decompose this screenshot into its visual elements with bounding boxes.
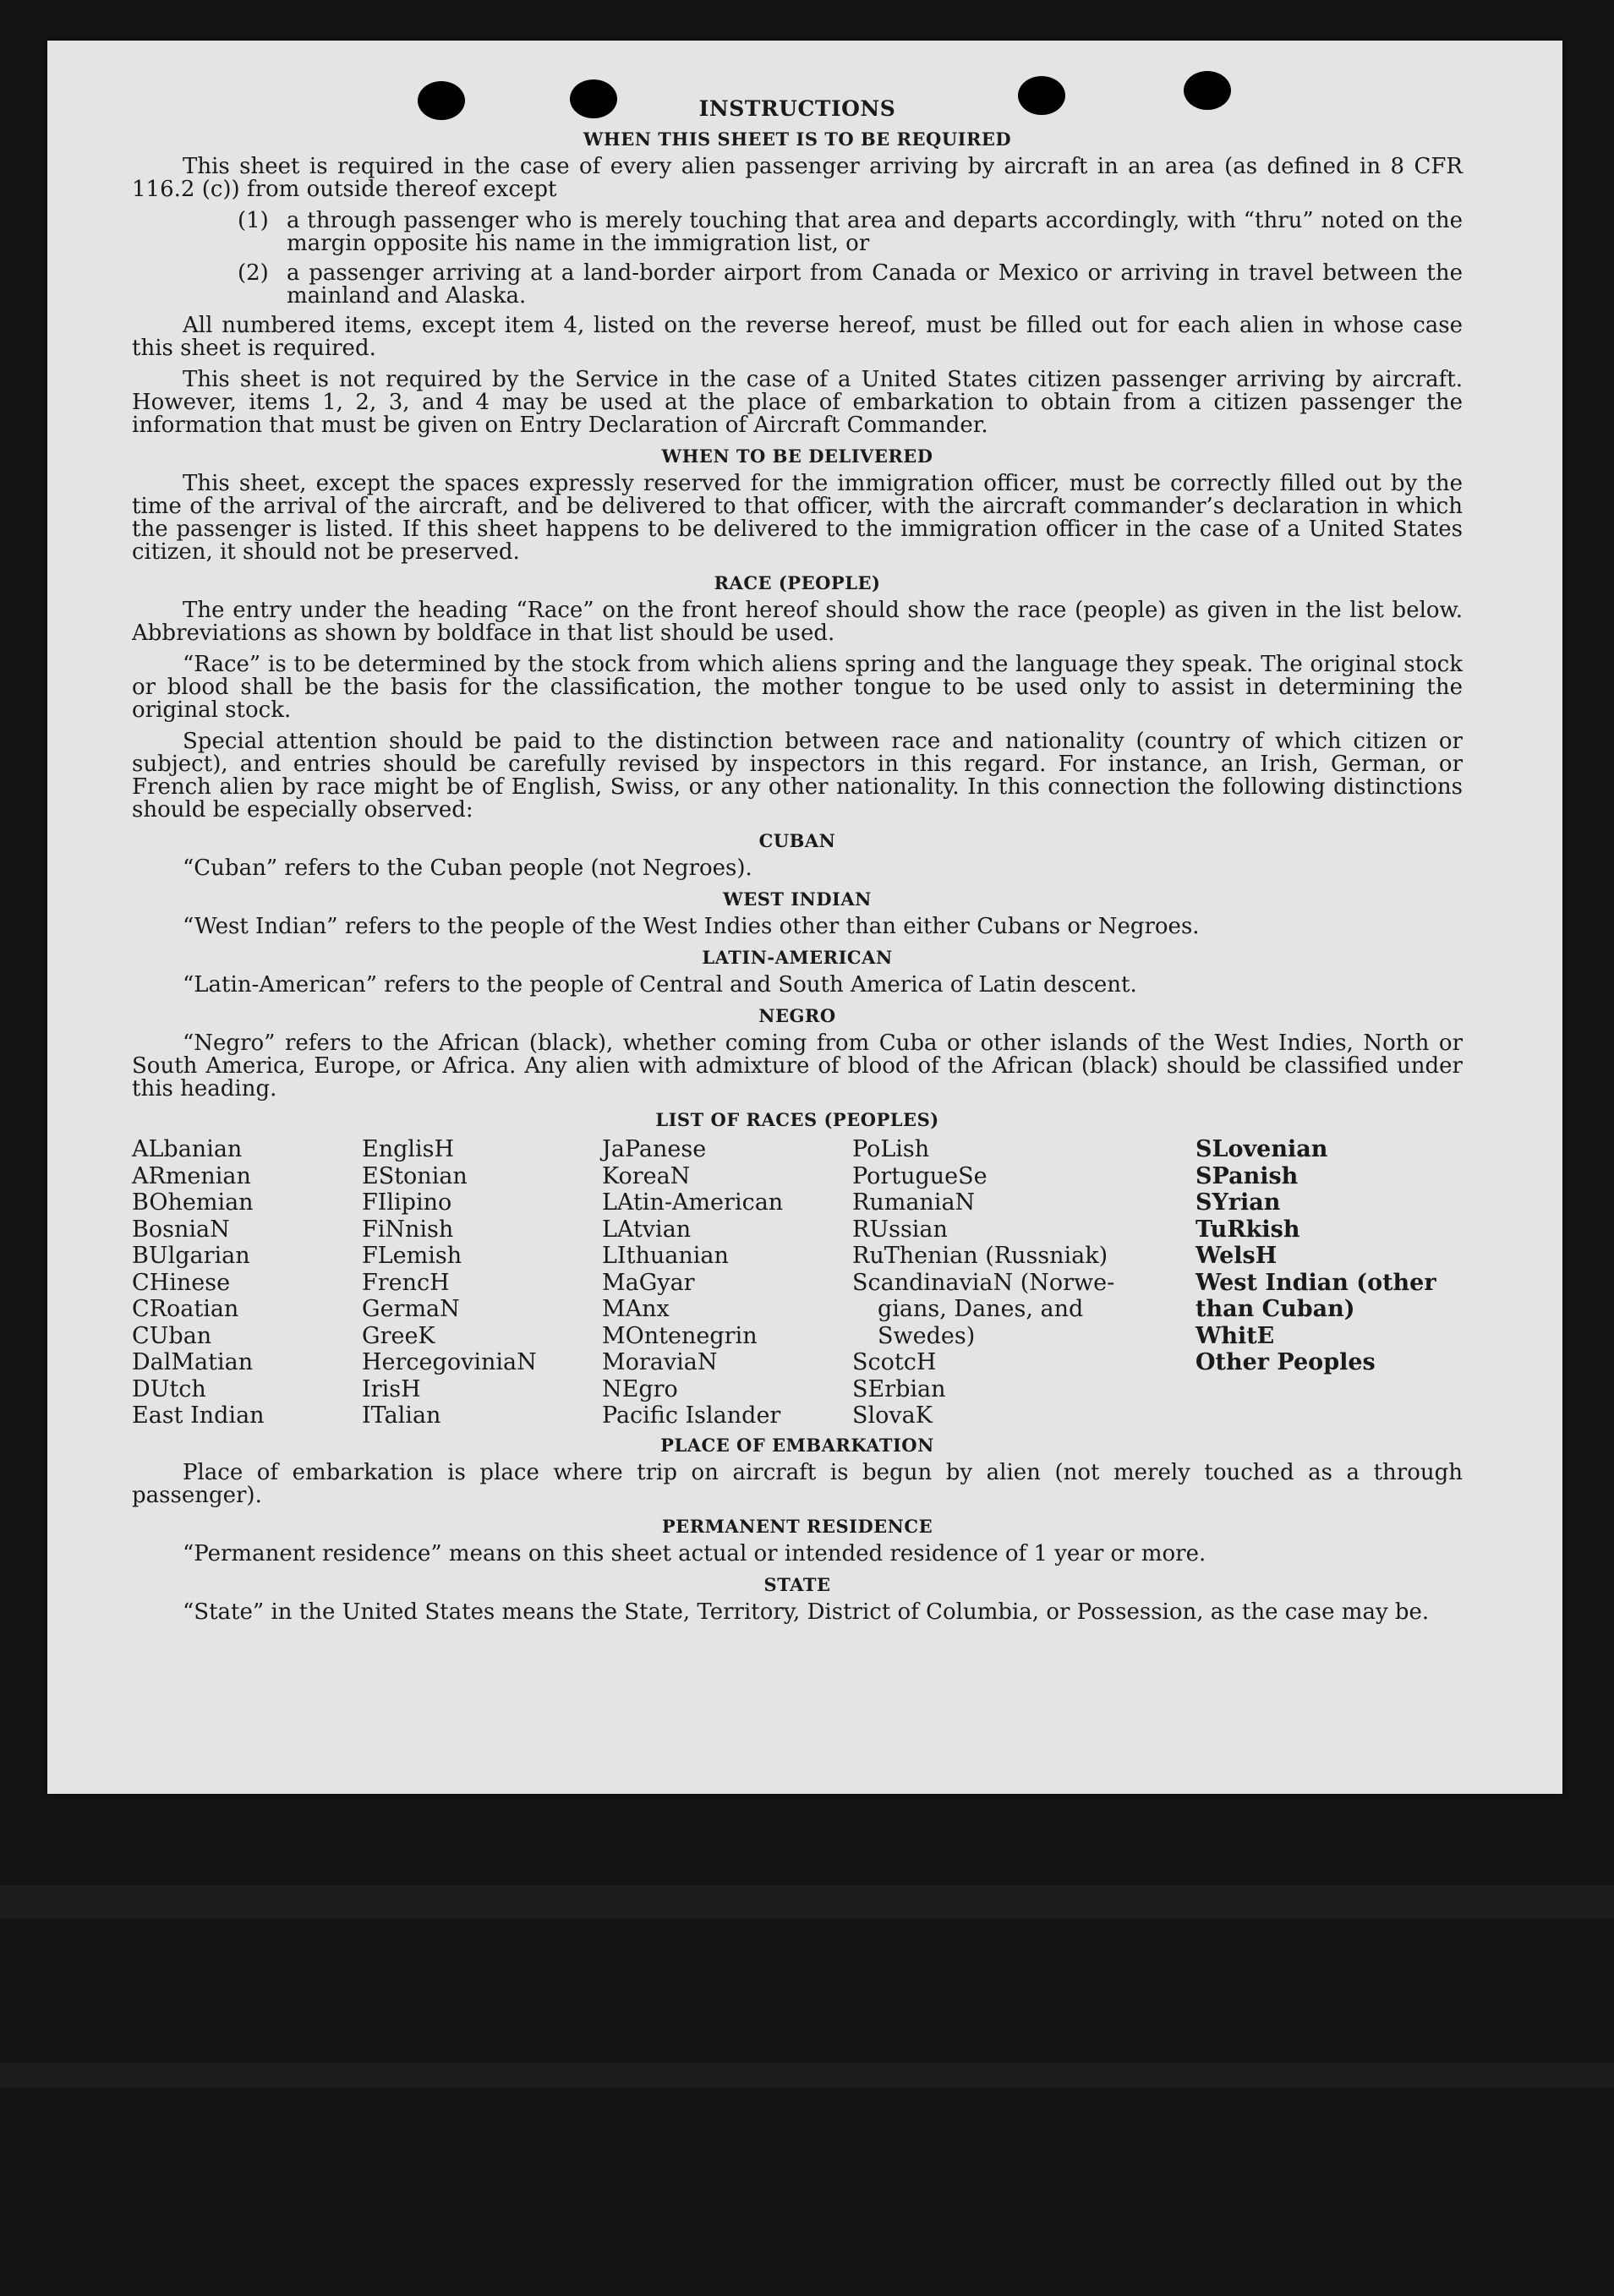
race-item: SYrian xyxy=(1195,1189,1281,1216)
cuban-paragraph: “Cuban” refers to the Cuban people (not Negroes). xyxy=(183,856,752,881)
race-item: FIlipino xyxy=(362,1189,452,1216)
race-item: SErbian xyxy=(852,1375,946,1402)
race-item: LIthuanian xyxy=(602,1243,729,1269)
race-item: SPanish xyxy=(1195,1162,1299,1189)
race-item: CHinese xyxy=(132,1269,231,1296)
exception-text: a passenger arriving at a land-border airport from Canada or Mexico or arriving in travel between the mainland and Alaska. xyxy=(287,260,1463,309)
delivered-paragraph: This sheet, except the spaces expressly reserved for the immigration officer, must be correctly filled out by the time of the arrival of the aircraft, and be delivered to that officer, with the aircraft commander’s declaration in which the passenger is listed. If this sheet happens to be delivered to the immigration officer in the case of a United States citizen, it should not be preserved. xyxy=(132,471,1463,565)
race-item: ALbanian xyxy=(132,1136,243,1162)
race-item: PortugueSe xyxy=(852,1162,988,1189)
race-column-5 xyxy=(1195,1136,1463,1430)
race-item: WelsH xyxy=(1195,1243,1278,1269)
race-item: NEgro xyxy=(602,1375,678,1402)
race-item: BUlgarian xyxy=(132,1243,250,1269)
exception-text: a through passenger who is merely touching that area and departs accordingly, with “thru” noted on the margin opposite his name in the immigration list, or xyxy=(287,208,1463,256)
race-item: ITalian xyxy=(362,1402,441,1429)
race-item: ScotcH xyxy=(852,1349,937,1375)
list-of-races-heading: LIST OF RACES (PEOPLES) xyxy=(655,1109,939,1130)
instructions-title: INSTRUCTIONS xyxy=(698,96,896,121)
race-item: BOhemian xyxy=(132,1189,254,1216)
race-item: MAnx xyxy=(602,1296,670,1322)
race-item: TuRkish xyxy=(1195,1216,1300,1243)
race-item: ScandinaviaN (Norwe- xyxy=(852,1269,1115,1296)
embarkation-paragraph: Place of embarkation is place where trip on aircraft is begun by alien (not merely touched as a through passenger). xyxy=(132,1459,1463,1508)
race-heading: RACE (PEOPLE) xyxy=(714,572,881,593)
race-column-1 xyxy=(132,1136,362,1430)
race-item: FiNnish xyxy=(362,1216,454,1243)
race-item: RuThenian (Russniak) xyxy=(852,1243,1108,1269)
race-item: DUtch xyxy=(132,1375,206,1402)
race-item: Other Peoples xyxy=(1195,1349,1376,1375)
race-item: CUban xyxy=(132,1322,212,1349)
state-heading: STATE xyxy=(763,1573,831,1595)
race-column-4 xyxy=(852,1136,1195,1430)
negro-paragraph: “Negro” refers to the African (black), whether coming from Cuba or other islands of the West Indies, North or South America, Europe, or Africa. Any alien with admixture of blood of the African (black) should be classified under this heading. xyxy=(132,1030,1463,1102)
delivered-heading: WHEN TO BE DELIVERED xyxy=(661,446,933,467)
cuban-heading: CUBAN xyxy=(758,830,836,851)
race-item-continued: than Cuban) xyxy=(1195,1296,1355,1322)
race-item: GreeK xyxy=(362,1322,435,1349)
race-item: Pacific Islander xyxy=(602,1402,781,1429)
latin-american-paragraph: “Latin-American” refers to the people of Central and South America of Latin descent. xyxy=(183,972,1137,998)
race-item: SLovenian xyxy=(1195,1136,1328,1162)
west-indian-paragraph: “West Indian” refers to the people of the West Indies other than either Cubans or Negroes. xyxy=(183,914,1200,939)
race-item: RUssian xyxy=(852,1216,948,1243)
race-item: MoraviaN xyxy=(602,1349,718,1375)
race-paragraph-1: The entry under the heading “Race” on the front hereof should show the race (people) as given in the list below. Abbreviations as shown by boldface in that list should be used. xyxy=(132,598,1463,646)
west-indian-heading: WEST INDIAN xyxy=(723,888,872,910)
race-item: DalMatian xyxy=(132,1349,254,1375)
exception-item-1 xyxy=(132,210,1463,255)
race-item-continued: Swedes) xyxy=(878,1322,976,1349)
exception-item-2 xyxy=(132,262,1463,308)
race-item: IrisH xyxy=(362,1375,421,1402)
race-item: East Indian xyxy=(132,1402,265,1429)
scan-artifact-band xyxy=(0,2063,1614,2088)
race-item: HercegoviniaN xyxy=(362,1349,537,1375)
race-item-continued: gians, Danes, and xyxy=(878,1296,1084,1322)
race-item: PoLish xyxy=(852,1136,930,1162)
race-item: West Indian (other xyxy=(1195,1269,1436,1296)
race-item: MOntenegrin xyxy=(602,1322,758,1349)
race-item: FrencH xyxy=(362,1269,450,1296)
scan-artifact-band xyxy=(0,1885,1614,1919)
negro-heading: NEGRO xyxy=(758,1005,836,1026)
citizen-paragraph: This sheet is not required by the Service in the case of a United States citizen passenger arriving by aircraft. However, items 1, 2, 3, and 4 may be used at the place of embarkation to obtain from a citizen passenger the information that must be given on Entry Declaration of Aircraft Commander. xyxy=(132,367,1463,438)
race-item: GermaN xyxy=(362,1296,460,1322)
race-item: EStonian xyxy=(362,1162,468,1189)
exception-number: (2) xyxy=(238,260,269,286)
required-heading: WHEN THIS SHEET IS TO BE REQUIRED xyxy=(583,128,1012,150)
latin-american-heading: LATIN-AMERICAN xyxy=(702,947,893,968)
race-item: FLemish xyxy=(362,1243,462,1269)
race-item: LAtin-American xyxy=(602,1189,784,1216)
required-paragraph: This sheet is required in the case of every alien passenger arriving by aircraft in an area (as defined in 8 CFR 116.2 (c)) from outside thereof except xyxy=(132,154,1463,202)
race-item: EnglisH xyxy=(362,1136,455,1162)
residence-paragraph: “Permanent residence” means on this sheet actual or intended residence of 1 year or more. xyxy=(183,1540,1206,1566)
state-paragraph: “State” in the United States means the State, Territory, District of Columbia, or Possession, as the case may be. xyxy=(183,1599,1430,1625)
race-item: ARmenian xyxy=(132,1162,251,1189)
race-column-3 xyxy=(602,1136,852,1430)
race-item: LAtvian xyxy=(602,1216,692,1243)
race-paragraph-3: Special attention should be paid to the distinction between race and nationality (country of which citizen or subject), and entries should be carefully revised by inspectors in this regard. For instance, an Irish, German, or French alien by race might be of English, Swiss, or any other nationality. In this connection the following distinctions should be especially observed: xyxy=(132,729,1463,823)
race-paragraph-2: “Race” is to be determined by the stock from which aliens spring and the language they speak. The original stock or blood shall be the basis for the classification, the mother tongue to be used only to assist in determining the original stock. xyxy=(132,652,1463,723)
race-item: RumaniaN xyxy=(852,1189,976,1216)
residence-heading: PERMANENT RESIDENCE xyxy=(661,1515,933,1537)
race-item: JaPanese xyxy=(602,1136,707,1162)
document-page xyxy=(47,41,1562,1794)
race-item: CRoatian xyxy=(132,1296,239,1322)
race-column-2 xyxy=(362,1136,602,1430)
race-list xyxy=(132,1136,1463,1430)
embarkation-heading: PLACE OF EMBARKATION xyxy=(660,1434,934,1456)
race-item: MaGyar xyxy=(602,1269,695,1296)
exception-number: (1) xyxy=(238,208,269,233)
race-item: BosniaN xyxy=(132,1216,230,1243)
race-item: KoreaN xyxy=(602,1162,691,1189)
numbered-items-paragraph: All numbered items, except item 4, listed on the reverse hereof, must be filled out for each alien in whose case this sheet is required. xyxy=(132,313,1463,361)
race-item: SlovaK xyxy=(852,1402,933,1429)
race-item: WhitE xyxy=(1195,1322,1275,1349)
instructions-content xyxy=(132,96,1463,1632)
